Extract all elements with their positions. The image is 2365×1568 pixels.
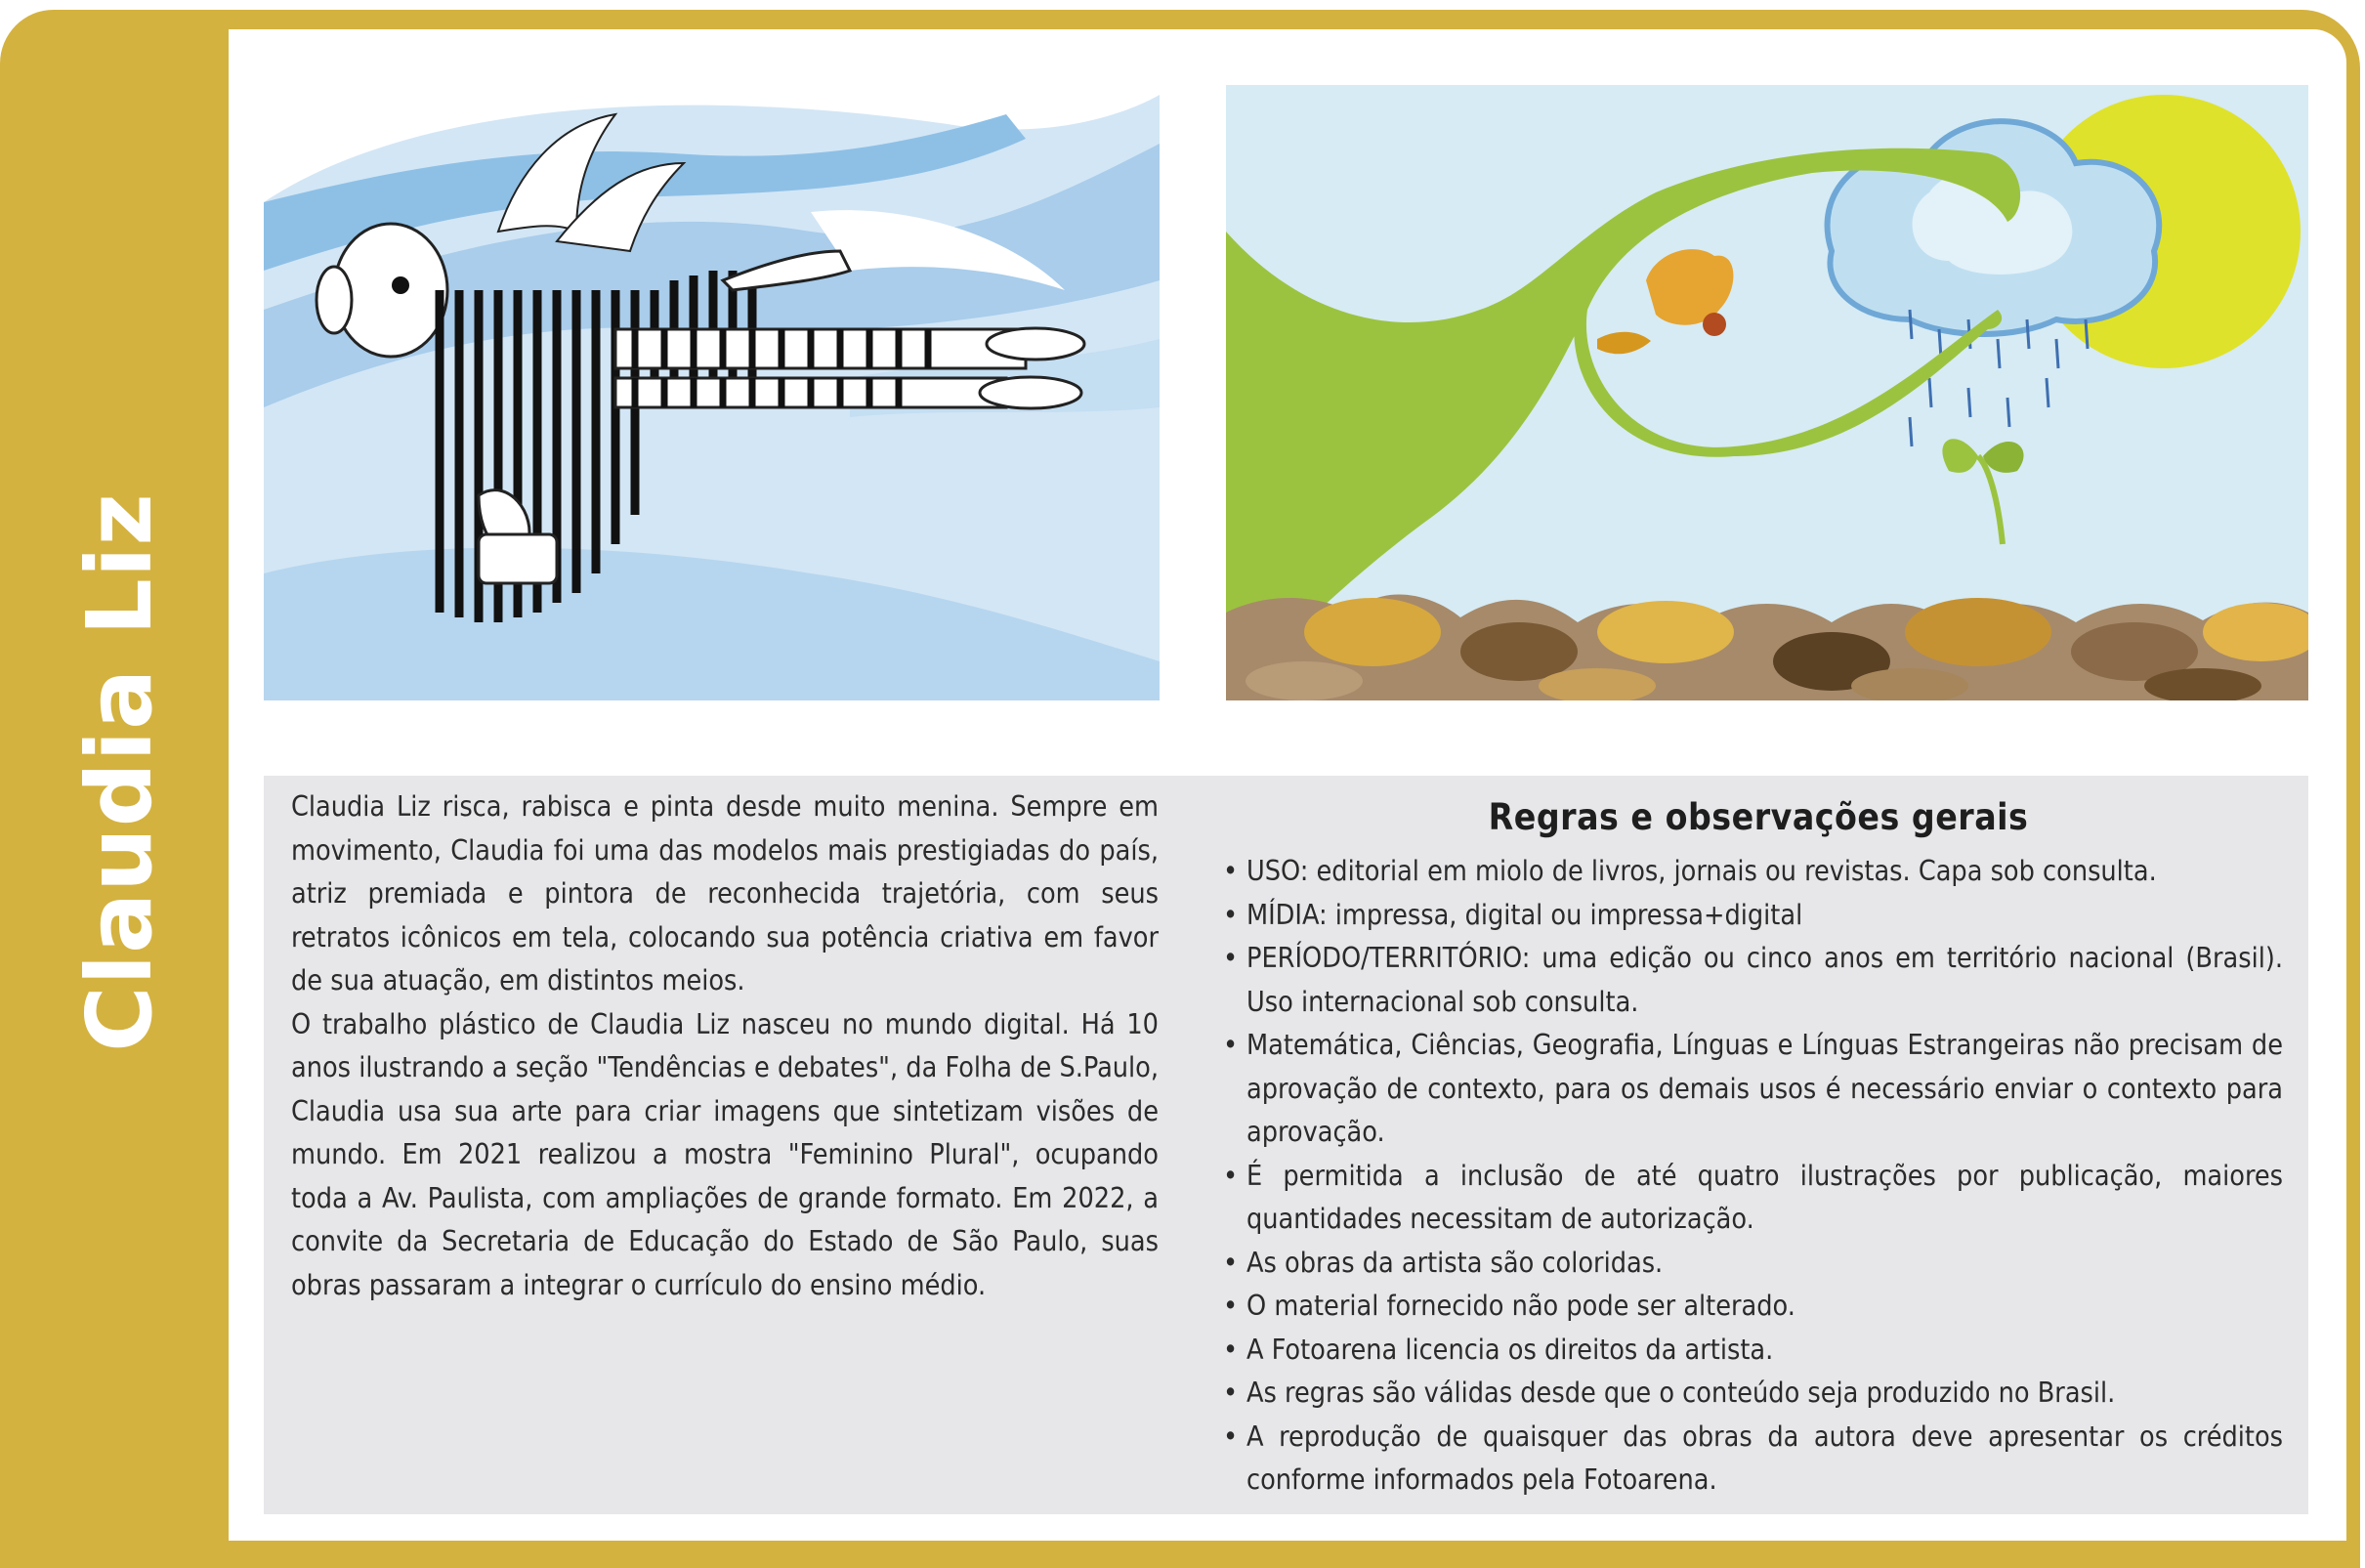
illustration-rain-sprout xyxy=(1226,85,2308,700)
rule-item: • A Fotoarena licencia os direitos da artista. xyxy=(1223,1329,2283,1373)
rule-item: • As obras da artista são coloridas. xyxy=(1223,1242,2283,1286)
rule-item: • USO: editorial em miolo de livros, jornais ou revistas. Capa sob consulta. xyxy=(1223,850,2283,894)
rule-item: • O material fornecido não pode ser alterado. xyxy=(1223,1285,2283,1329)
rules-title: Regras e observações gerais xyxy=(1488,796,2029,838)
rule-item: • PERÍODO/TERRITÓRIO: uma edição ou cinco anos em território nacional (Brasil). Uso internacional sob consulta. xyxy=(1223,937,2283,1024)
rule-item: • MÍDIA: impressa, digital ou impressa+digital xyxy=(1223,894,2283,938)
artist-name-vertical xyxy=(61,469,178,1075)
artist-bio xyxy=(291,785,1159,1307)
artist-name: Claudia Liz xyxy=(66,491,172,1052)
rule-item: • As regras são válidas desde que o conteúdo seja produzido no Brasil. xyxy=(1223,1372,2283,1416)
rules-list xyxy=(1223,850,2283,1503)
rule-item: • É permitida a inclusão de até quatro ilustrações por publicação, maiores quantidades necessitam de autorização. xyxy=(1223,1155,2283,1242)
bio-paragraph: Claudia Liz risca, rabisca e pinta desde muito menina. Sempre em movimento, Claudia foi uma das modelos mais prestigiadas do país, atriz premiada e pintora de reconhecida trajetória, com seus retratos icônicos em tela, colocando sua potência criativa em favor de sua atuação, em distintos meios. xyxy=(291,790,1159,996)
rule-item: • Matemática, Ciências, Geografia, Línguas e Línguas Estrangeiras não precisam de aprovação de contexto, para os demais usos é necessário enviar o contexto para aprovação. xyxy=(1223,1024,2283,1155)
bio-paragraph: O trabalho plástico de Claudia Liz nasceu no mundo digital. Há 10 anos ilustrando a seção "Tendências e debates", da Folha de S.Paulo, Claudia usa sua arte para criar imagens que sintetizam visões de mundo. Em 2021 realizou a mostra "Feminino Plural", ocupando toda a Av. Paulista, com ampliações de grande formato. Em 2022, a convite da Secretaria de Educação do Estado de São Paulo, suas obras passaram a integrar o currículo do ensino médio. xyxy=(291,1007,1159,1301)
rule-item: • A reprodução de quaisquer das obras da autora deve apresentar os créditos conforme informados pela Fotoarena. xyxy=(1223,1416,2283,1503)
illustration-flying-figure xyxy=(264,85,1160,700)
